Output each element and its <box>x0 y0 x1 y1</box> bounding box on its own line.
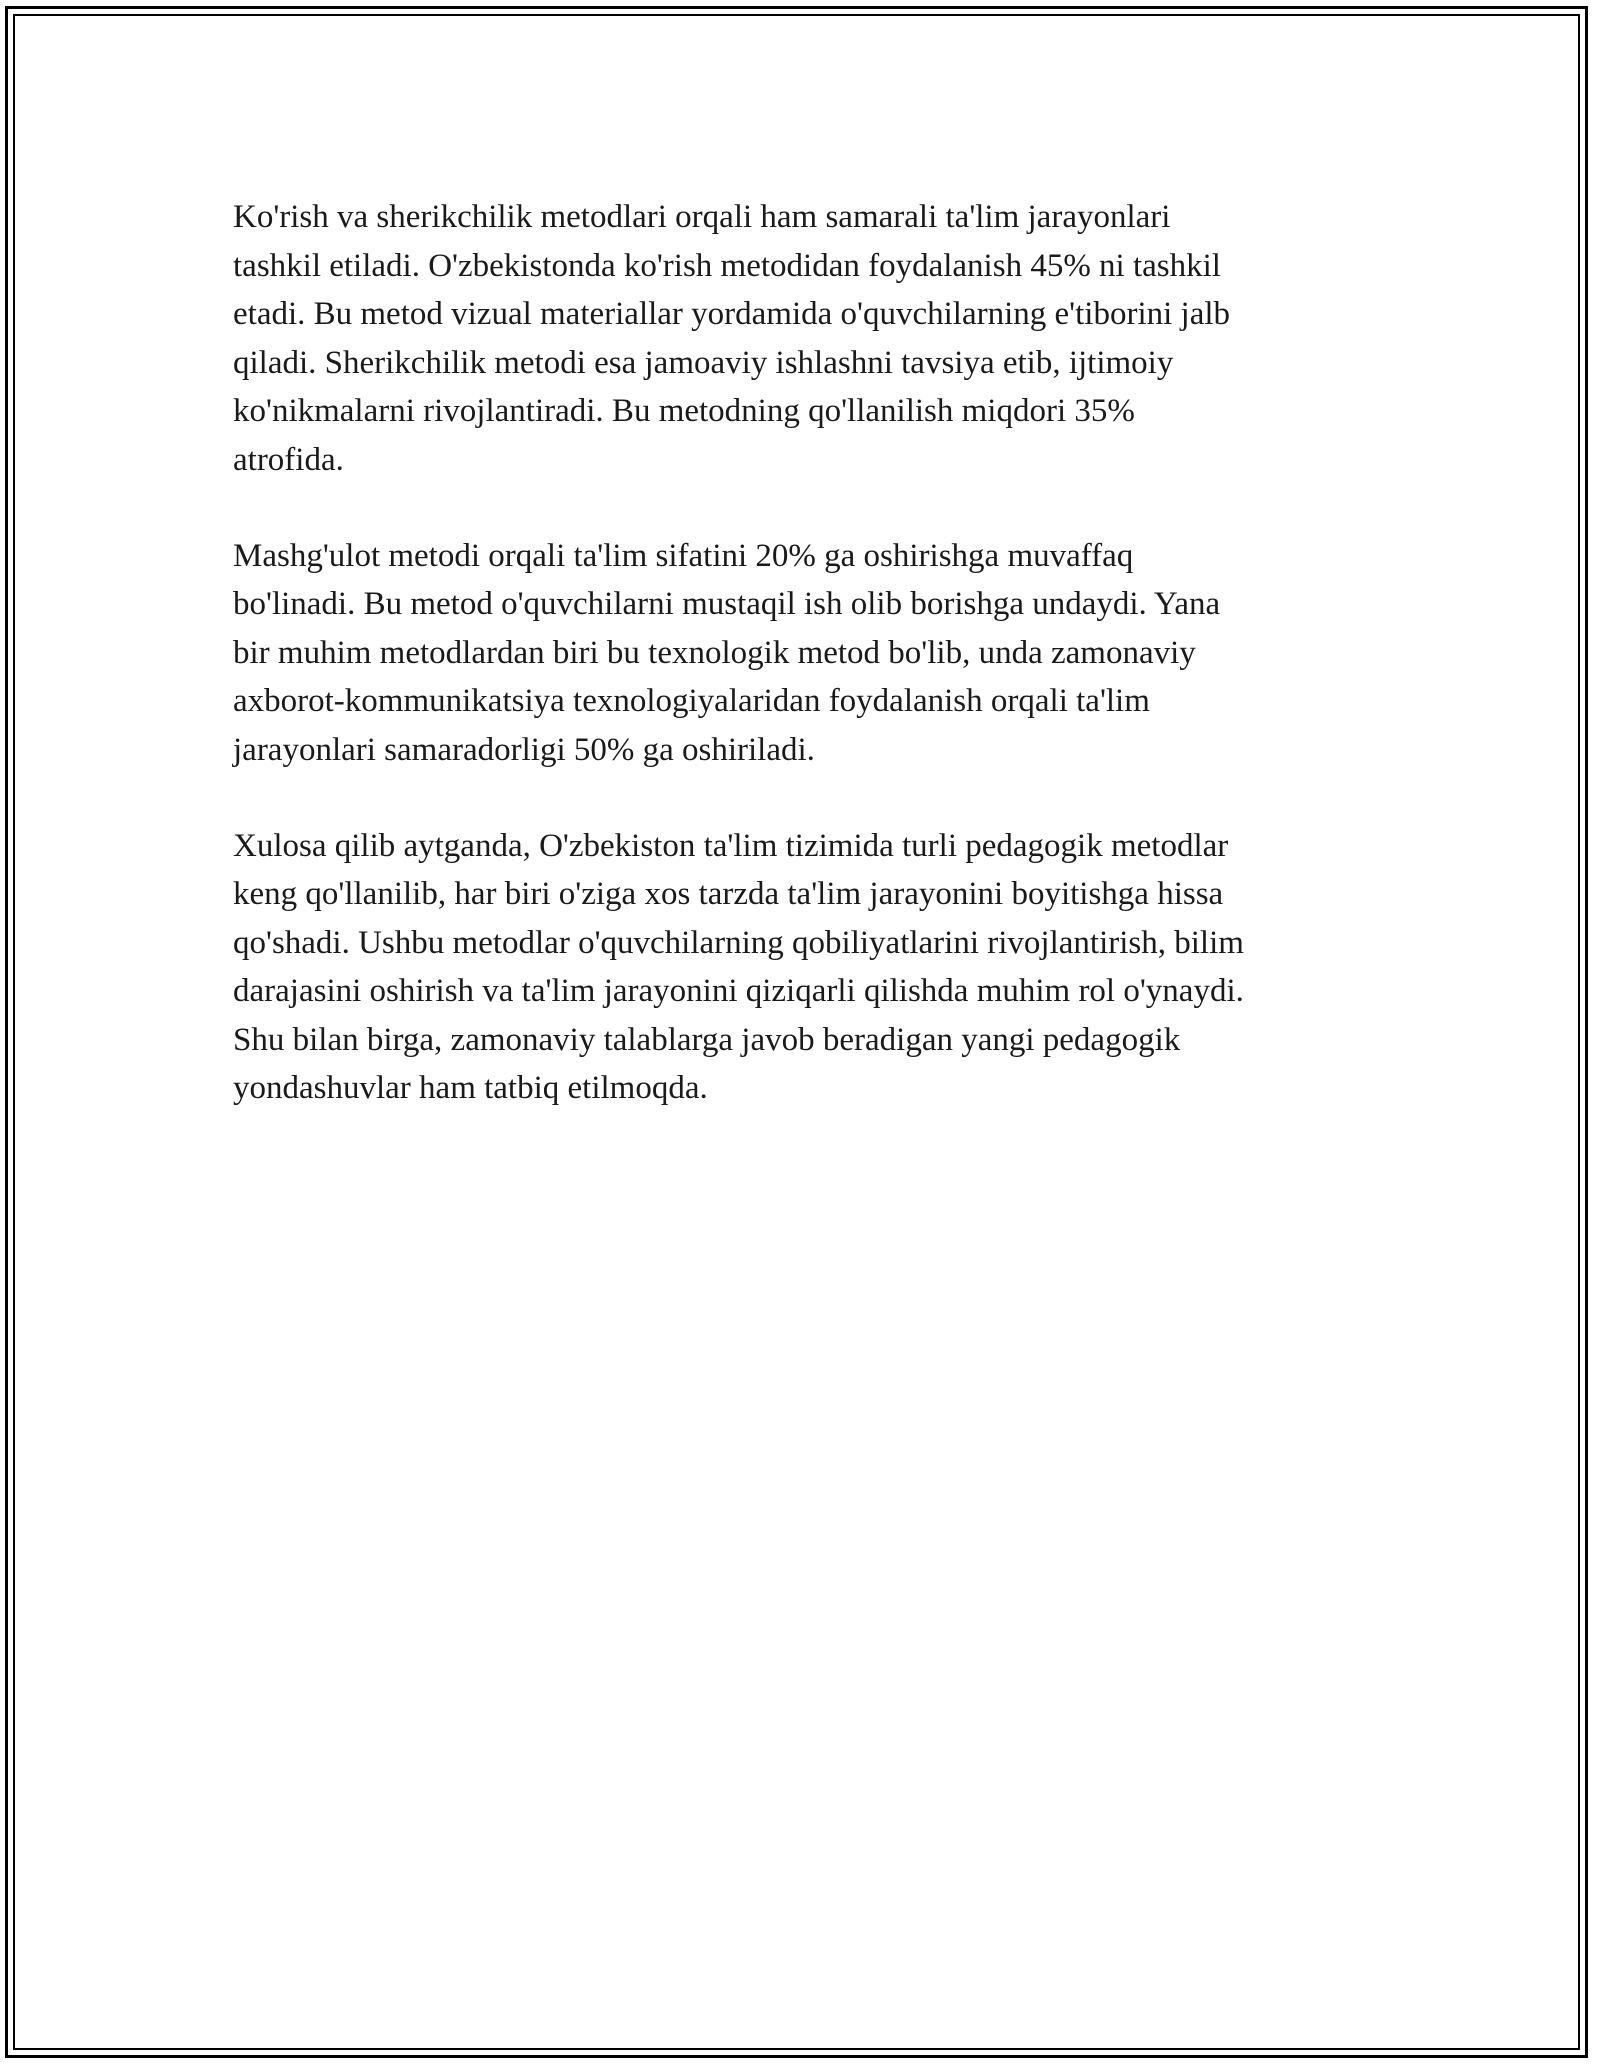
paragraph-2: Mashg'ulot metodi orqali ta'lim sifatini 20% ga oshirishga muvaffaq bo'linadi. Bu metod o'quvchilarni mustaqil ish olib borishga undaydi. Yana bir muhim metodlardan biri bu texnologik metod bo'lib, unda zamonaviy axborot-kommunikatsiya texnologiyalaridan foydalanish orqali ta'lim jarayonlari samaradorligi 50% ga oshiriladi. <box>233 537 1221 768</box>
paragraph-1: Ko'rish va sherikchilik metodlari orqali ham samarali ta'lim jarayonlari tashkil etiladi. O'zbekistonda ko'rish metodidan foydalanish 45% ni tashkil etadi. Bu metod vizual materiallar yordamida o'quvchilarning e'tiborini jalb qiladi. Sherikchilik metodi esa jamoaviy ishlashni tavsiya etib, ijtimoiy ko'nikmalarni rivojlantiradi. Bu metodning qo'llanilish miqdori 35% atrofida. <box>233 199 1231 478</box>
paragraph-3: Xulosa qilib aytganda, O'zbekiston ta'lim tizimida turli pedagogik metodlar keng qo'llanilib, har biri o'ziga xos tarzda ta'lim jarayonini boyitishga hissa qo'shadi. Ushbu metodlar o'quvchilarning qobiliyatlarini rivojlantirish, bilim darajasini oshirish va ta'lim jarayonini qiziqarli qilishda muhim rol o'ynaydi. Shu bilan birga, zamonaviy talablarga javob beradigan yangi pedagogik yondashuvlar ham tatbiq etilmoqda. <box>233 827 1244 1106</box>
page-frame <box>5 6 1588 2058</box>
document-body <box>233 193 1383 1160</box>
